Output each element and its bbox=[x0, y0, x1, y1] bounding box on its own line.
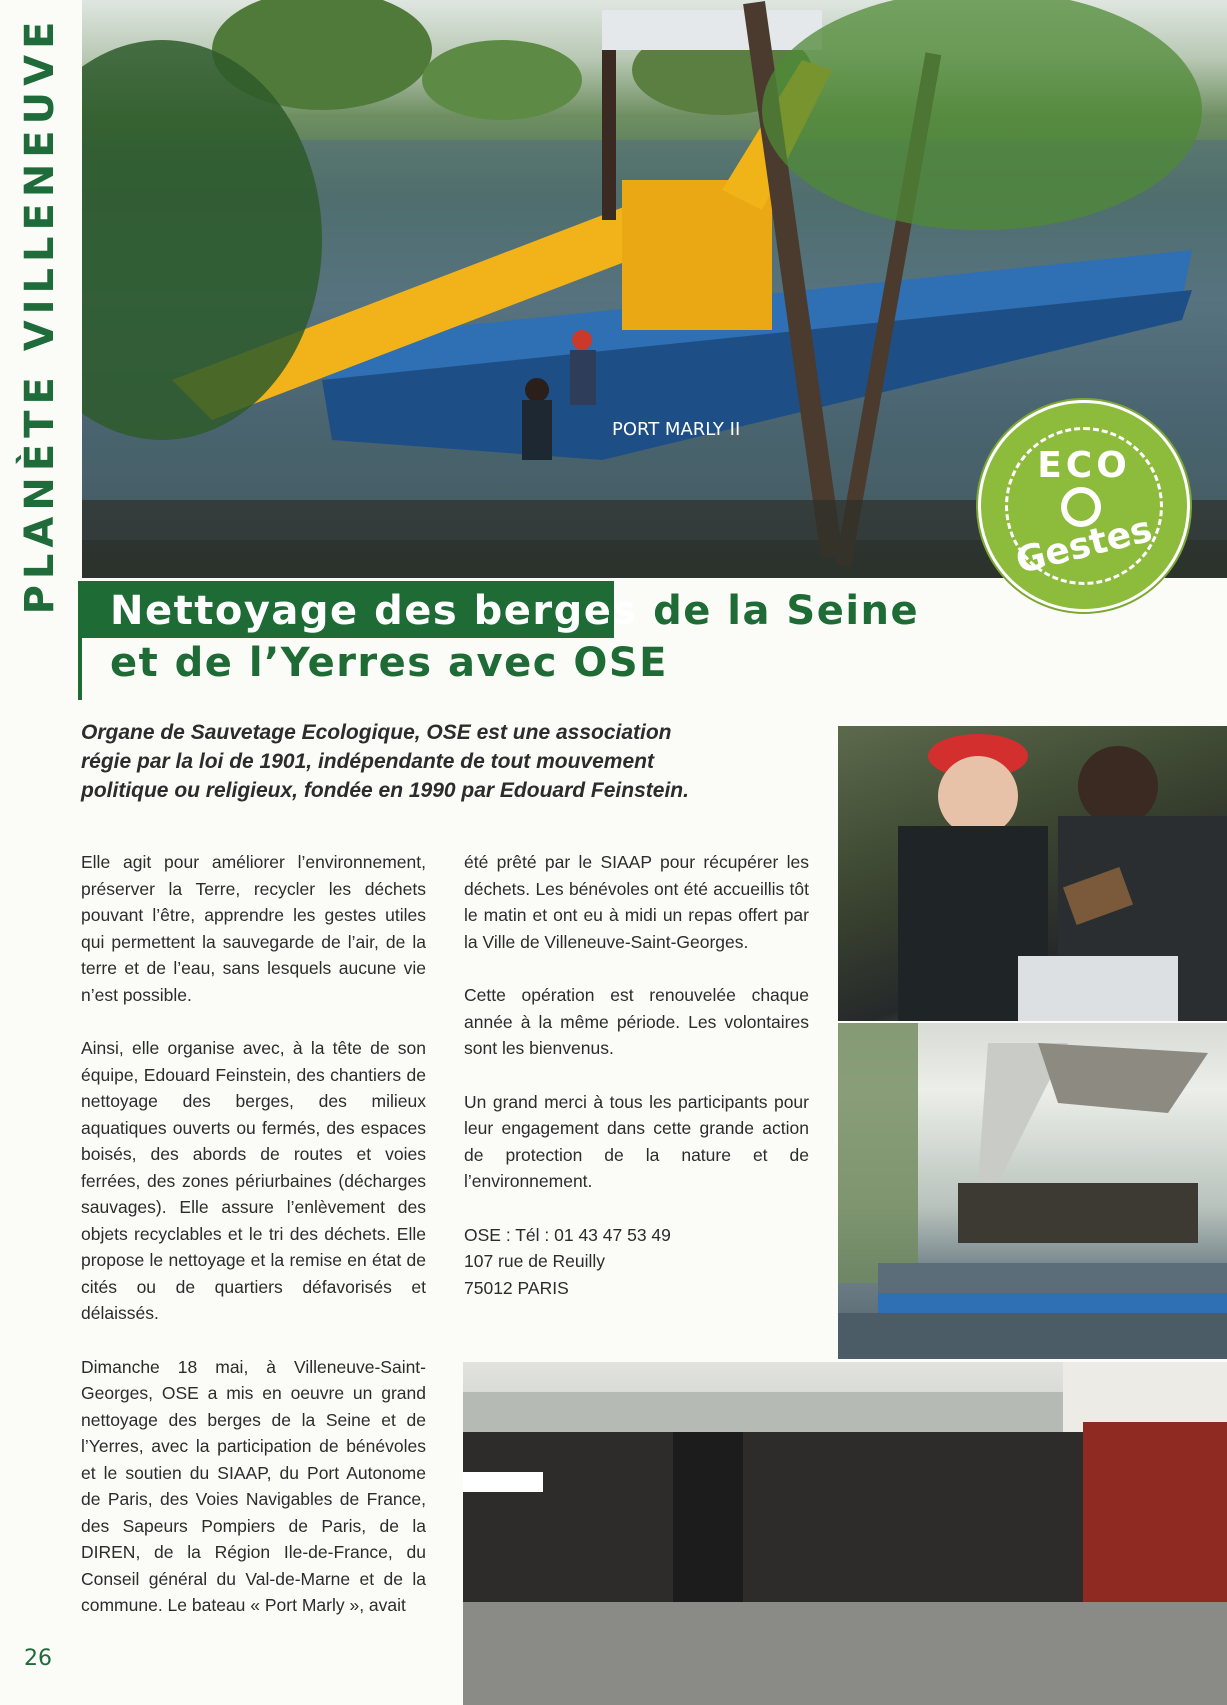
page-number: 26 bbox=[24, 1646, 52, 1671]
article-title bbox=[110, 585, 919, 689]
column2-paragraph-3: Un grand merci à tous les participants pour leur engagement dans cette grande action de protection de la nature et de l’environnement. bbox=[464, 1091, 809, 1191]
title-line2: et de l’Yerres avec OSE bbox=[110, 640, 668, 686]
column2-paragraph-1: été prêté par le SIAAP pour récupérer les déchets. Les bénévoles ont été accueillis tôt le matin et ont eu à midi un repas offert par la Ville de Villeneuve-Saint-Georges. bbox=[464, 852, 809, 952]
column1-paragraph-3: Dimanche 18 mai, à Villeneuve-Saint-Georges, OSE a mis en oeuvre un grand nettoyage des berges de la Seine et de l’Yerres, avec la participation de bénévoles et le soutien du SIAAP, du Port Autonome de Paris, des Voies Navigables de France, des Sapeurs Pompiers de Paris, de la DIREN, de la Région Ile-de-France, du Conseil général du Val-de-Marne et de la commune. Le bateau « Port Marly », avait bbox=[81, 1356, 426, 1615]
title-accent-bar bbox=[78, 638, 82, 700]
contact-phone: OSE : Tél : 01 43 47 53 49 bbox=[464, 1224, 671, 1245]
contact-city: 75012 PARIS bbox=[464, 1277, 569, 1298]
eco-gestes-badge bbox=[978, 400, 1190, 612]
badge-eco-text: ECO bbox=[1037, 445, 1131, 486]
boat-name: PORT MARLY II bbox=[612, 419, 741, 440]
lead-paragraph: Organe de Sauvetage Ecologique, OSE est une association régie par la loi de 1901, indépendante de tout mouvement politique ou religieux, fondée en 1990 par Edouard Feinstein. bbox=[81, 721, 689, 802]
contact-block bbox=[464, 1222, 809, 1302]
column2-paragraph-2: Cette opération est renouvelée chaque année à la même période. Les volontaires sont les bienvenus. bbox=[464, 985, 809, 1058]
crane-boat-photo bbox=[838, 1023, 1227, 1359]
volunteers-photo bbox=[838, 726, 1227, 1021]
body-column-2 bbox=[464, 849, 809, 1301]
section-label bbox=[0, 0, 76, 615]
title-highlight: Nettoyage des berges bbox=[110, 588, 638, 634]
badge-gestes-text: Gestes bbox=[1011, 508, 1157, 583]
group-illustration bbox=[463, 1362, 1227, 1705]
volunteers-illustration bbox=[838, 726, 1227, 1021]
group-photo bbox=[463, 1362, 1227, 1705]
title-rest-line1: de la Seine bbox=[637, 588, 920, 634]
column1-paragraph-1: Elle agit pour améliorer l’environnement, préserver la Terre, recycler les déchets pouvant l’être, apprendre les gestes utiles qui permettent la sauvegarde de l’air, de la terre et de l’eau, sans lesquels aucune vie n’est possible. bbox=[81, 852, 426, 1005]
column1-paragraph-2: Ainsi, elle organise avec, à la tête de son équipe, Edouard Feinstein, des chantiers de nettoyage des berges, des milieux aquatiques ouverts ou fermés, des espaces boisés, des abords de routes et voies ferrées, des zones périurbaines (décharges sauvages). Elle assure l’enlèvement des objets recyclables et le tri des déchets. Elle propose le nettoyage et la remise en état de cités ou de quartiers défavorisés et délaissés. bbox=[81, 1038, 426, 1323]
body-column-1 bbox=[81, 849, 426, 1646]
contact-street: 107 rue de Reuilly bbox=[464, 1251, 606, 1271]
section-label-text: PLANÈTE VILLENEUVE bbox=[17, 15, 63, 615]
crane-boat-illustration bbox=[838, 1023, 1227, 1359]
